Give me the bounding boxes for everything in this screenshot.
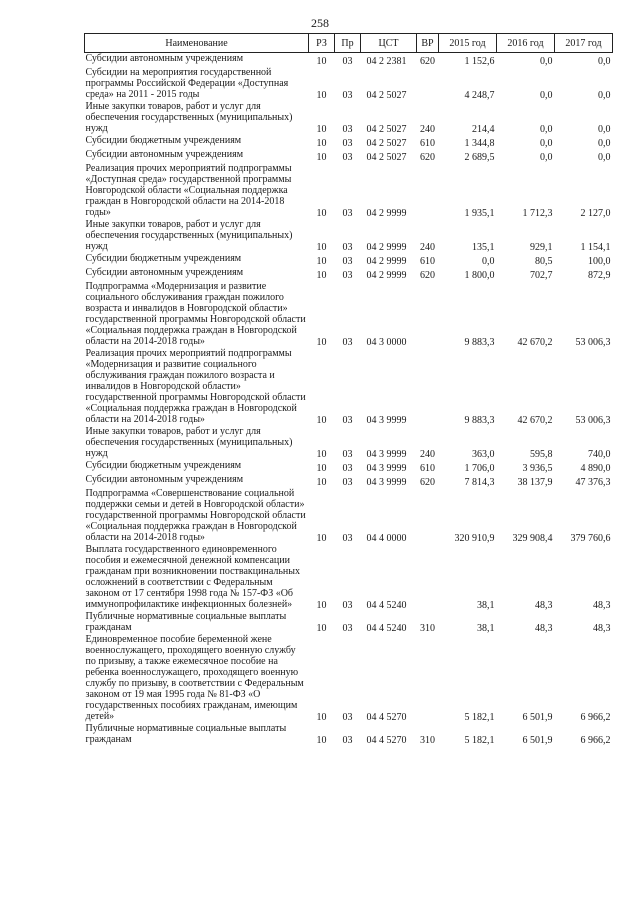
cell-2016: 329 908,4 [512, 533, 553, 544]
table-row [85, 101, 613, 135]
cell-2016: 0,0 [540, 138, 553, 149]
cell-vr: 620 [420, 56, 435, 67]
cell-cst: 04 3 0000 [366, 337, 407, 348]
cell-cst: 04 2 5027 [366, 138, 407, 149]
header-name: Наименование [85, 34, 309, 53]
cell-2017: 48,3 [593, 600, 611, 611]
cell-cst: 04 3 9999 [366, 449, 407, 460]
cell-rz: 10 [316, 735, 327, 746]
cell-2016: 80,5 [535, 256, 553, 267]
cell-2016: 0,0 [540, 152, 553, 163]
cell-2016: 0,0 [540, 90, 553, 101]
cell-2017: 0,0 [598, 124, 611, 135]
cell-vr: 240 [420, 242, 435, 253]
cell-cst: 04 2 2381 [366, 56, 407, 67]
cell-name: Подпрограмма «Модернизация и развитие социального обслуживания граждан пожилого возраста и инвалидов в Новгородской области» государственной программы Новгородской области «Социальная поддержка граждан в Новгородской области на 2014-2018 годы» [85, 281, 306, 347]
cell-2016: 595,8 [530, 449, 553, 460]
page-number: 258 [311, 16, 329, 30]
header-2016: 2016 год [497, 34, 555, 53]
cell-vr: 620 [420, 270, 435, 281]
cell-2017: 0,0 [598, 90, 611, 101]
cell-rz: 10 [316, 242, 327, 253]
cell-2016: 48,3 [535, 623, 553, 634]
cell-cst: 04 3 9999 [366, 415, 407, 426]
cell-name: Субсидии бюджетным учреждениям [85, 253, 242, 264]
cell-vr: 610 [420, 463, 435, 474]
cell-2017: 0,0 [598, 138, 611, 149]
cell-2015: 38,1 [477, 623, 495, 634]
cell-rz: 10 [316, 208, 327, 219]
table-row [85, 163, 613, 219]
table-row [85, 426, 613, 460]
cell-pr: 03 [342, 477, 353, 488]
cell-2017: 1 154,1 [580, 242, 611, 253]
cell-cst: 04 4 5270 [366, 712, 407, 723]
cell-name: Публичные нормативные социальные выплаты гражданам [85, 611, 287, 633]
cell-rz: 10 [316, 56, 327, 67]
cell-vr: 620 [420, 152, 435, 163]
cell-2017: 379 760,6 [570, 533, 611, 544]
table-row [85, 267, 613, 281]
cell-pr: 03 [342, 256, 353, 267]
cell-2015: 5 182,1 [464, 712, 495, 723]
cell-name: Иные закупки товаров, работ и услуг для обеспечения государственных (муниципальных) нужд [85, 219, 293, 252]
cell-name: Публичные нормативные социальные выплаты гражданам [85, 723, 287, 745]
cell-name: Иные закупки товаров, работ и услуг для обеспечения государственных (муниципальных) нужд [85, 426, 293, 459]
cell-vr [417, 634, 439, 723]
cell-2015: 135,1 [472, 242, 495, 253]
cell-name: Субсидии автономным учреждениям [85, 53, 244, 64]
cell-name: Выплата государственного единовременного пособия и ежемесячной денежной компенсации гражданам при возникновении поствакцинальных осложнений в соответствии с Федеральным законом от 17 сентября 1998 года № 157-ФЗ «Об иммунопрофилактике инфекционных болезней» [85, 544, 300, 610]
cell-2016: 0,0 [540, 56, 553, 67]
cell-vr: 610 [420, 138, 435, 149]
cell-vr [417, 544, 439, 611]
cell-2015: 2 689,5 [464, 152, 495, 163]
cell-2015: 1 344,8 [464, 138, 495, 149]
cell-cst: 04 2 9999 [366, 270, 407, 281]
header-row [85, 34, 613, 53]
cell-rz: 10 [316, 138, 327, 149]
cell-rz: 10 [316, 90, 327, 101]
cell-2016: 0,0 [540, 124, 553, 135]
cell-name: Субсидии автономным учреждениям [85, 149, 244, 160]
cell-cst: 04 3 9999 [366, 463, 407, 474]
cell-name: Субсидии бюджетным учреждениям [85, 135, 242, 146]
cell-vr [417, 67, 439, 101]
cell-2017: 740,0 [588, 449, 611, 460]
cell-2017: 6 966,2 [580, 712, 611, 723]
cell-2015: 1 706,0 [464, 463, 495, 474]
cell-name: Иные закупки товаров, работ и услуг для обеспечения государственных (муниципальных) нужд [85, 101, 293, 134]
table-row [85, 611, 613, 634]
cell-2016: 702,7 [530, 270, 553, 281]
cell-cst: 04 4 5270 [366, 735, 407, 746]
cell-vr: 610 [420, 256, 435, 267]
cell-2017: 872,9 [588, 270, 611, 281]
cell-2017: 4 890,0 [580, 463, 611, 474]
cell-vr: 240 [420, 449, 435, 460]
cell-rz: 10 [316, 477, 327, 488]
table-row [85, 488, 613, 544]
cell-vr: 310 [420, 623, 435, 634]
header-vr: ВР [417, 34, 439, 53]
cell-pr: 03 [342, 270, 353, 281]
cell-rz: 10 [316, 712, 327, 723]
cell-name: Реализация прочих мероприятий подпрограммы «Модернизация и развитие социального обслуживания граждан пожилого возраста и инвалидов в Новгородской области» государственной программы Новгородской области «Социальная поддержка граждан в Новгородской области на 2014-2018 годы» [85, 348, 306, 425]
cell-name: Реализация прочих мероприятий подпрограммы «Доступная среда» государственной программы Новгородской области «Социальная поддержка граждан в Новгородской области на 2014-2018 годы» [85, 163, 292, 218]
cell-2016: 6 501,9 [522, 712, 553, 723]
cell-2015: 1 935,1 [464, 208, 495, 219]
cell-2017: 53 006,3 [575, 415, 611, 426]
table-row [85, 149, 613, 163]
table-body [85, 53, 613, 747]
cell-vr [417, 163, 439, 219]
table-row [85, 135, 613, 149]
cell-pr: 03 [342, 337, 353, 348]
header-cst: ЦСТ [361, 34, 417, 53]
cell-2017: 2 127,0 [580, 208, 611, 219]
cell-2017: 47 376,3 [575, 477, 611, 488]
header-2017: 2017 год [555, 34, 613, 53]
cell-vr [417, 348, 439, 426]
table-row [85, 253, 613, 267]
cell-cst: 04 2 9999 [366, 208, 407, 219]
cell-pr: 03 [342, 124, 353, 135]
cell-name: Подпрограмма «Совершенствование социальной поддержки семьи и детей в Новгородской области» государственной программы Новгородской области «Социальная поддержка граждан в Новгородской области на 2014-2018 годы» [85, 488, 306, 543]
cell-2015: 1 800,0 [464, 270, 495, 281]
cell-2015: 9 883,3 [464, 337, 495, 348]
cell-2015: 7 814,3 [464, 477, 495, 488]
cell-pr: 03 [342, 90, 353, 101]
header-pr: Пр [335, 34, 361, 53]
cell-name: Единовременное пособие беременной жене военнослужащего, проходящего военную службу по призыву, а также ежемесячное пособие на ребенка военнослужащего, проходящего военную службу по призыву, в соответствии с Федеральным законом от 19 мая 1995 года № 81-ФЗ «О государственных пособиях гражданам, имеющим детей» [85, 634, 304, 722]
table-row [85, 723, 613, 746]
cell-pr: 03 [342, 600, 353, 611]
cell-2017: 48,3 [593, 623, 611, 634]
header-2015: 2015 год [439, 34, 497, 53]
cell-2015: 320 910,9 [454, 533, 495, 544]
cell-2015: 5 182,1 [464, 735, 495, 746]
cell-cst: 04 2 9999 [366, 242, 407, 253]
cell-pr: 03 [342, 242, 353, 253]
cell-2016: 6 501,9 [522, 735, 553, 746]
cell-vr [417, 488, 439, 544]
cell-pr: 03 [342, 138, 353, 149]
cell-cst: 04 4 5240 [366, 623, 407, 634]
cell-name: Субсидии автономным учреждениям [85, 474, 244, 485]
table-row [85, 348, 613, 426]
cell-cst: 04 2 5027 [366, 124, 407, 135]
cell-rz: 10 [316, 600, 327, 611]
cell-name: Субсидии бюджетным учреждениям [85, 460, 242, 471]
table-row [85, 219, 613, 253]
cell-2016: 42 670,2 [517, 337, 553, 348]
cell-2015: 363,0 [472, 449, 495, 460]
table-row [85, 474, 613, 488]
cell-pr: 03 [342, 449, 353, 460]
cell-2015: 9 883,3 [464, 415, 495, 426]
cell-name: Субсидии автономным учреждениям [85, 267, 244, 278]
table-row [85, 544, 613, 611]
cell-vr [417, 281, 439, 348]
cell-pr: 03 [342, 56, 353, 67]
cell-2016: 1 712,3 [522, 208, 553, 219]
cell-rz: 10 [316, 270, 327, 281]
cell-vr: 310 [420, 735, 435, 746]
cell-2015: 214,4 [472, 124, 495, 135]
budget-table [84, 33, 613, 746]
cell-pr: 03 [342, 735, 353, 746]
table-row [85, 281, 613, 348]
cell-rz: 10 [316, 124, 327, 135]
cell-2016: 3 936,5 [522, 463, 553, 474]
cell-rz: 10 [316, 256, 327, 267]
cell-pr: 03 [342, 152, 353, 163]
header-rz: РЗ [309, 34, 335, 53]
table-row [85, 53, 613, 68]
cell-2015: 0,0 [482, 256, 495, 267]
cell-pr: 03 [342, 533, 353, 544]
cell-rz: 10 [316, 449, 327, 460]
cell-2017: 0,0 [598, 152, 611, 163]
cell-cst: 04 4 0000 [366, 533, 407, 544]
cell-pr: 03 [342, 463, 353, 474]
cell-pr: 03 [342, 415, 353, 426]
cell-rz: 10 [316, 152, 327, 163]
cell-rz: 10 [316, 623, 327, 634]
cell-rz: 10 [316, 415, 327, 426]
cell-2017: 0,0 [598, 56, 611, 67]
table-row [85, 460, 613, 474]
cell-vr: 620 [420, 477, 435, 488]
cell-cst: 04 2 5027 [366, 90, 407, 101]
cell-2016: 48,3 [535, 600, 553, 611]
cell-pr: 03 [342, 623, 353, 634]
cell-2015: 1 152,6 [464, 56, 495, 67]
cell-rz: 10 [316, 533, 327, 544]
cell-cst: 04 3 9999 [366, 477, 407, 488]
cell-2016: 38 137,9 [517, 477, 553, 488]
cell-cst: 04 4 5240 [366, 600, 407, 611]
cell-2017: 53 006,3 [575, 337, 611, 348]
cell-rz: 10 [316, 337, 327, 348]
cell-2016: 929,1 [530, 242, 553, 253]
cell-2015: 38,1 [477, 600, 495, 611]
table-row [85, 67, 613, 101]
cell-vr: 240 [420, 124, 435, 135]
table-row [85, 634, 613, 723]
cell-2016: 42 670,2 [517, 415, 553, 426]
cell-name: Субсидии на мероприятия государственной программы Российской Федерации «Доступная среда» на 2011 - 2015 годы [85, 67, 289, 100]
cell-pr: 03 [342, 712, 353, 723]
cell-cst: 04 2 9999 [366, 256, 407, 267]
cell-cst: 04 2 5027 [366, 152, 407, 163]
cell-2015: 4 248,7 [464, 90, 495, 101]
cell-rz: 10 [316, 463, 327, 474]
cell-2017: 6 966,2 [580, 735, 611, 746]
cell-pr: 03 [342, 208, 353, 219]
cell-2017: 100,0 [588, 256, 611, 267]
